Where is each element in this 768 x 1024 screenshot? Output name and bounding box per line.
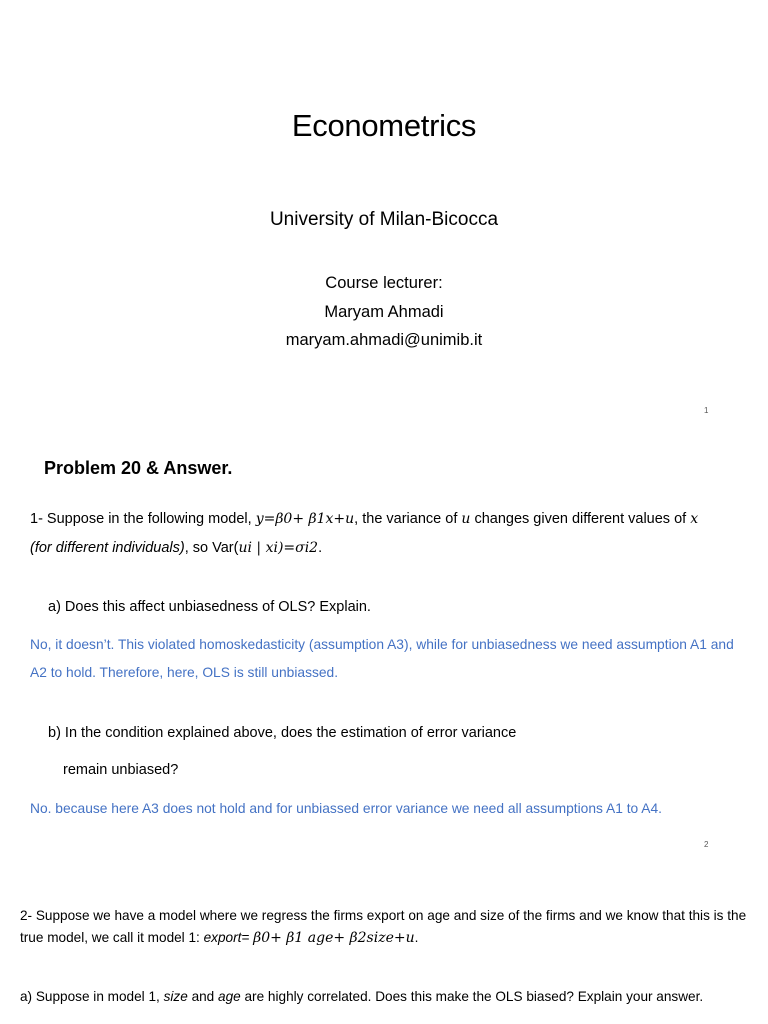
q1-variance-formula: ui | xi)=σi2 xyxy=(238,540,319,556)
q2a-prefix: a) Suppose in model 1, xyxy=(20,989,160,1004)
question-2 xyxy=(20,905,750,949)
q1-so: , so Var( xyxy=(184,540,239,556)
q2-export-label: export= xyxy=(203,930,250,945)
answer-1a: No, it doesn’t. This violated homoskedasticity (assumption A3), while for unbiasedness we need assumption A1 and A2 to hold. Therefore, here, OLS is still unbiassed. xyxy=(30,637,734,680)
q2a-rest: are highly correlated. Does this make the OLS biased? Explain your answer. xyxy=(244,989,704,1004)
q2-model-formula: β0+ β1 age+ β2size+u xyxy=(253,930,415,946)
q1-end: . xyxy=(318,540,323,556)
q2a-and: and xyxy=(191,989,215,1004)
q1-variable-u: u xyxy=(461,511,471,527)
problem-heading: Problem 20 & Answer. xyxy=(44,458,233,478)
question-1b-line1: b) In the condition explained above, does the estimation of error variance xyxy=(48,725,517,741)
q2a-size: size xyxy=(163,989,188,1004)
page-number-1: 1 xyxy=(704,406,709,415)
lecturer-label: Course lecturer: xyxy=(325,274,443,292)
q1-mid: , the variance of xyxy=(354,511,458,527)
q1-after: changes given different values of xyxy=(474,511,687,527)
q2a-age: age xyxy=(218,989,241,1004)
question-1 xyxy=(30,505,742,563)
q1-italic-note: (for different individuals) xyxy=(30,540,185,556)
q2-end: . xyxy=(414,930,419,945)
answer-1b: No. because here A3 does not hold and for unbiassed error variance we need all assumptions A1 to A4. xyxy=(30,801,662,816)
lecturer-email: maryam.ahmadi@unimib.it xyxy=(285,331,483,349)
question-1a: a) Does this affect unbiasedness of OLS? Explain. xyxy=(48,599,371,615)
q1-intro: 1- Suppose in the following model, xyxy=(30,511,252,527)
question-1b-line2: remain unbiased? xyxy=(63,762,179,778)
q1-model-formula: y=β0+ β1x+u xyxy=(255,511,355,527)
page-number-2: 2 xyxy=(704,840,709,849)
university-name: University of Milan-Bicocca xyxy=(269,209,499,230)
document-title: Econometrics xyxy=(291,108,477,143)
q1-variable-x: x xyxy=(690,511,699,527)
lecturer-name: Maryam Ahmadi xyxy=(324,303,444,321)
q2-text: 2- Suppose we have a model where we regress the firms export on age and size of the firms and we know that this is the true model, we call it model 1: xyxy=(20,908,747,945)
question-2a xyxy=(20,989,703,1004)
